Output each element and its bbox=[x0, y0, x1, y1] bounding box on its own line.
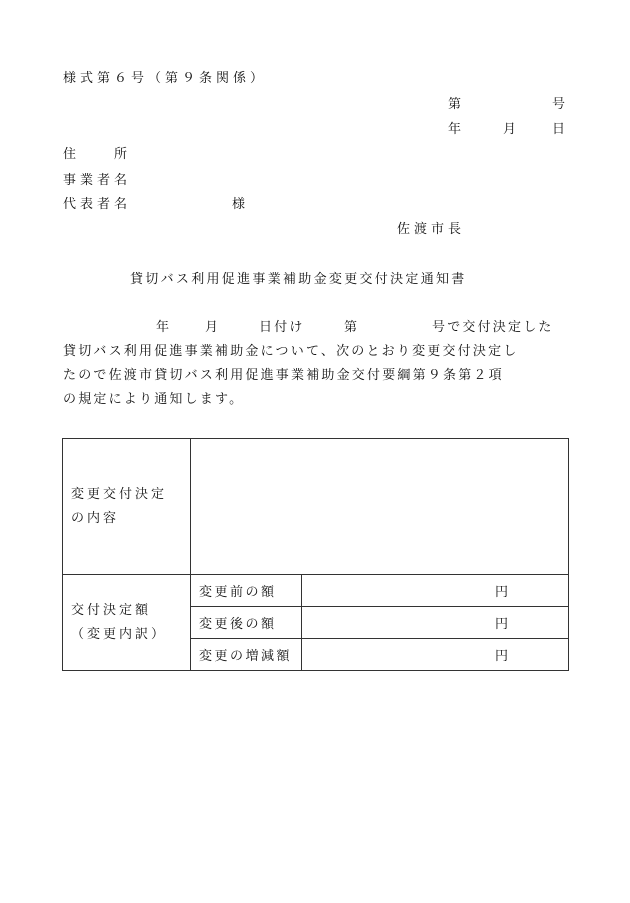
amount-label bbox=[63, 575, 191, 671]
honorific: 様 bbox=[232, 197, 246, 212]
change-content-label-line-1: 変更交付決定 bbox=[71, 486, 168, 502]
amount-row-before bbox=[63, 575, 569, 607]
doc-number-suffix: 号 bbox=[552, 97, 566, 112]
date-month: 月 bbox=[503, 122, 517, 137]
body-month: 月 bbox=[205, 320, 221, 335]
body-line-1-rest: 号で交付決定した bbox=[432, 320, 554, 335]
date-year: 年 bbox=[448, 122, 462, 137]
address-label: 住 所 bbox=[63, 147, 132, 162]
change-content-row bbox=[63, 439, 569, 575]
representative-label: 代表者名 bbox=[63, 197, 132, 212]
change-content-value[interactable] bbox=[191, 439, 569, 575]
body-line-2: 貸切バス利用促進事業補助金について、次のとおり変更交付決定し bbox=[63, 344, 519, 359]
amount-after-value[interactable]: 円 bbox=[302, 607, 569, 639]
amount-before-value[interactable]: 円 bbox=[302, 575, 569, 607]
body-year: 年 bbox=[156, 320, 172, 335]
form-number: 様式第６号（第９条関係） bbox=[63, 71, 268, 86]
amount-label-line-1: 交付決定額 bbox=[71, 602, 152, 618]
body-line-4: の規定により通知します。 bbox=[63, 392, 245, 407]
change-content-label-line-2: の内容 bbox=[71, 510, 120, 526]
body-dated: 日付け bbox=[259, 320, 305, 335]
body-line-3: たので佐渡市貸切バス利用促進事業補助金交付要綱第９条第２項 bbox=[63, 368, 504, 383]
decision-table bbox=[62, 438, 569, 671]
doc-number-prefix: 第 bbox=[448, 97, 462, 112]
issuer-name: 佐渡市長 bbox=[397, 222, 466, 237]
amount-label-line-2: （変更内訳） bbox=[71, 626, 168, 642]
body-number-prefix: 第 bbox=[344, 320, 360, 335]
business-name-label: 事業者名 bbox=[63, 173, 132, 188]
amount-difference-value[interactable]: 円 bbox=[302, 639, 569, 671]
body-text bbox=[63, 316, 567, 412]
amount-before-label: 変更前の額 bbox=[191, 575, 302, 607]
change-content-label bbox=[63, 439, 191, 575]
amount-difference-label: 変更の増減額 bbox=[191, 639, 302, 671]
document-title: 貸切バス利用促進事業補助金変更交付決定通知書 bbox=[130, 272, 467, 287]
date-day: 日 bbox=[552, 122, 566, 137]
body-line-1 bbox=[63, 316, 567, 340]
amount-after-label: 変更後の額 bbox=[191, 607, 302, 639]
